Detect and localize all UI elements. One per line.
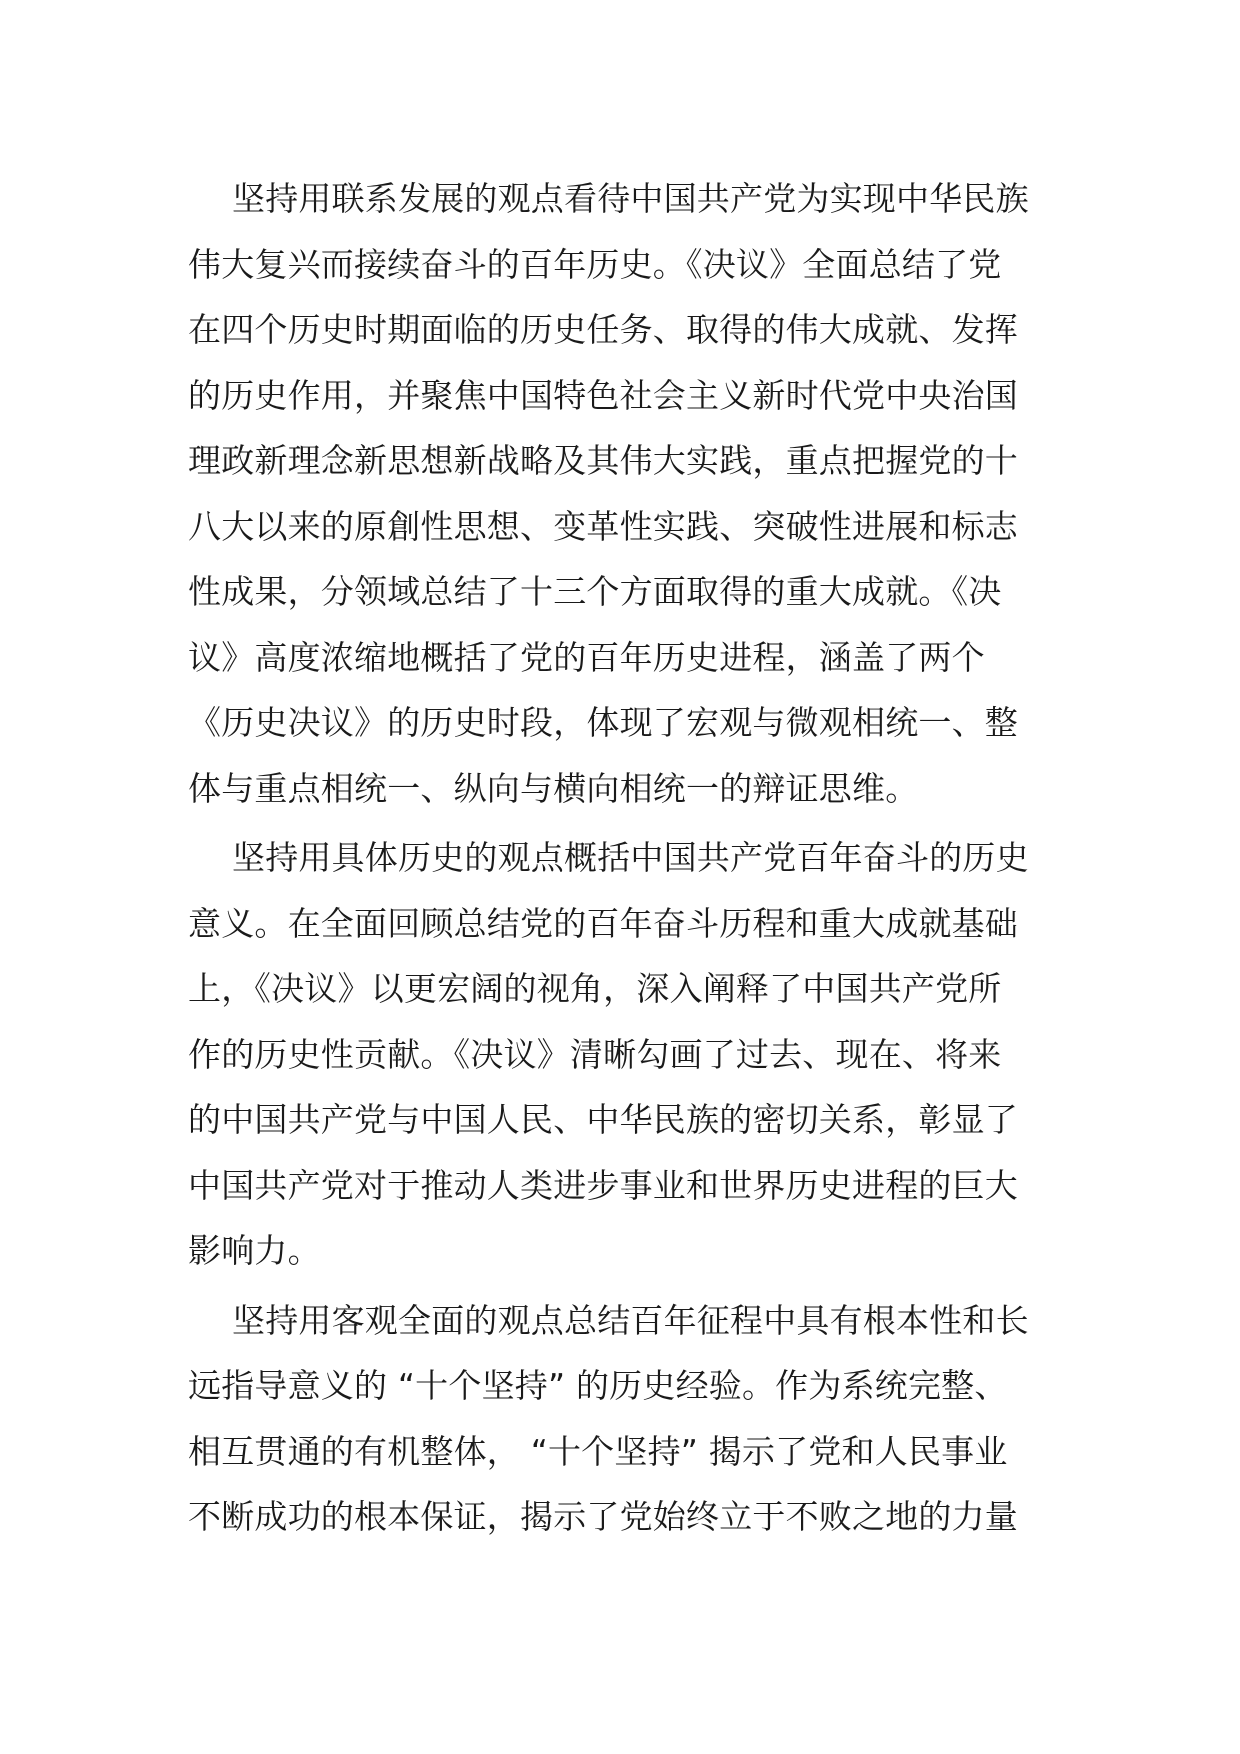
text-line: 八大以来的原創性思想、变革性实践、突破性进展和标志: [188, 506, 1018, 546]
text-line: 伟大复兴而接续奋斗的百年历史。《决议》全面总结了党: [188, 244, 1002, 284]
text-line: 理政新理念新思想新战略及其伟大实践，重点把握党的十: [188, 441, 1018, 480]
text-line: 性成果，分领域总结了十三个方面取得的重大成就。《决: [188, 572, 1002, 611]
text-line: 不断成功的根本保证，揭示了党始终立于不败之地的力量: [188, 1497, 1018, 1536]
text-line: 的中国共产党与中国人民、中华民族的密切关系，彰显了: [188, 1100, 1018, 1139]
paragraph-2: [188, 825, 1048, 1284]
text-line: 作的历史性贡献。《决议》清晰勾画了过去、现在、将来: [188, 1034, 1002, 1074]
text-line: 议》高度浓缩地概括了党的百年历史进程，涵盖了两个: [188, 637, 985, 677]
text-line: 坚持用具体历史的观点概括中国共产党百年奋斗的历史: [232, 838, 1029, 877]
text-line: 坚持用客观全面的观点总结百年征程中具有根本性和长: [232, 1300, 1029, 1340]
text-line: 坚持用联系发展的观点看待中国共产党为实现中华民族: [232, 179, 1029, 218]
text-line: 影响力。: [188, 1231, 321, 1270]
text-line: 远指导意义的 “十个坚持” 的历史经验。作为系统完整、: [188, 1366, 1008, 1405]
text-line: 体与重点相统一、纵向与横向相统一的辩证思维。: [188, 768, 919, 808]
paragraph-1: [188, 166, 1048, 821]
text-line: 在四个历史时期面临的历史任务、取得的伟大成就、发挥: [188, 310, 1018, 349]
text-line: 《历史决议》的历史时段，体现了宏观与微观相统一、整: [188, 703, 1018, 742]
text-line: 意义。在全面回顾总结党的百年奋斗历程和重大成就基础: [188, 903, 1018, 943]
text-line: 上，《决议》以更宏阔的视角，深入阐释了中国共产党所: [188, 969, 1002, 1008]
document-body: [188, 166, 1048, 1554]
text-line: 中国共产党对于推动人类进步事业和世界历史进程的巨大: [188, 1165, 1018, 1205]
text-line: 的历史作用，并聚焦中国特色社会主义新时代党中央治国: [188, 375, 1018, 415]
paragraph-3: [188, 1288, 1048, 1550]
text-line: 相互贯通的有机整体， “十个坚持” 揭示了党和人民事业: [188, 1431, 1008, 1471]
